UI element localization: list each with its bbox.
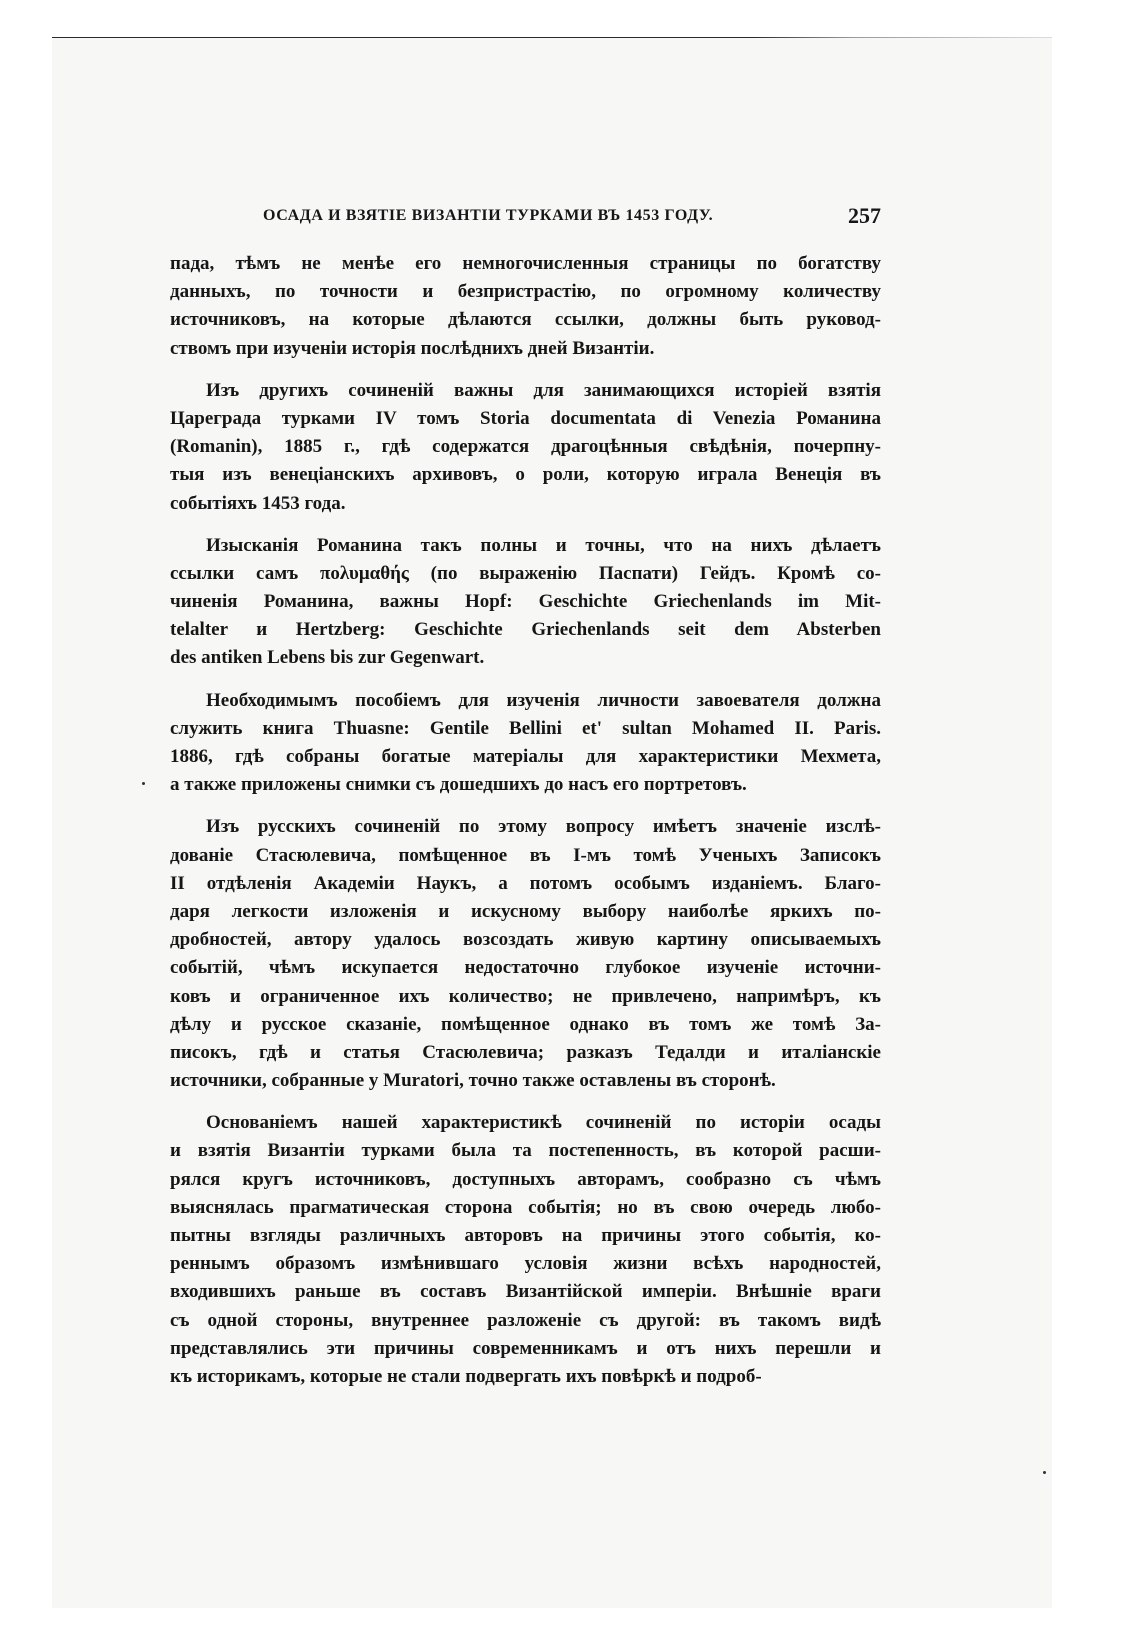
running-title: ОСАДА И ВЗЯТІЕ ВИЗАНТІИ ТУРКАМИ ВЪ 1453 ГОДУ. — [263, 207, 714, 224]
paragraph — [170, 377, 881, 518]
page-body — [170, 250, 881, 1405]
text-line: къ историкамъ, которые не стали подвергать ихъ повѣркѣ и подроб- — [170, 1365, 762, 1387]
text-line: служить книга Thuasne: Gentile Bellini et' sultan Mohamed II. Paris. — [170, 717, 881, 739]
text-line: и взятія Византіи турками была та постепенность, въ которой расши- — [170, 1140, 881, 1162]
text-line: даря легкости изложенія и искусному выбору наиболѣе яркихъ по- — [170, 900, 881, 922]
text-line: (Romanin), 1885 г., гдѣ содержатся драгоцѣнныя свѣдѣнія, почерпну- — [170, 436, 881, 458]
text-line: данныхъ, по точности и безпристрастію, по огромному количеству — [170, 281, 881, 303]
paragraph — [170, 813, 881, 1095]
text-line: входившихъ раньше въ составъ Византійской имперіи. Внѣшніе враги — [170, 1281, 881, 1303]
text-line: des antiken Lebens bis zur Gegenwart. — [170, 647, 485, 669]
text-line: дробностей, автору удалось возсоздать живую картину описываемыхъ — [170, 929, 881, 951]
paragraph — [170, 532, 881, 673]
text-line: событіяхъ 1453 года. — [170, 492, 346, 514]
scan-speck — [142, 782, 145, 785]
paragraph — [170, 687, 881, 800]
text-line: пада, тѣмъ не менѣе его немногочисленныя страницы по богатству — [170, 253, 881, 274]
text-line: пытны взгляды различныхъ авторовъ на причины этого событія, ко- — [170, 1225, 881, 1246]
text-line: тыя изъ венеціанскихъ архивовъ, о роли, которую играла Венеція въ — [170, 464, 881, 486]
text-line: а также приложены снимки съ дошедшихъ до насъ его портретовъ. — [170, 774, 747, 796]
text-line: telalter и Hertzberg: Geschichte Griechenlands seit dem Absterben — [170, 619, 881, 641]
text-line: Изъ другихъ сочиненій важны для занимающихся исторіей взятія — [206, 379, 881, 401]
text-line: чиненія Романина, важны Hopf: Geschichte Griechenlands im Mit- — [170, 591, 881, 613]
text-line: источники, собранные у Muratori, точно также оставлены въ сторонѣ. — [170, 1070, 776, 1092]
text-line: Изысканія Романина такъ полны и точны, что на нихъ дѣлаетъ — [206, 534, 881, 556]
page-number: 257 — [848, 203, 881, 228]
text-line: представлялись эти причины современникамъ и отъ нихъ перешли и — [170, 1337, 881, 1359]
text-line: выяснялась прагматическая сторона событія; но въ свою очередь любо- — [170, 1196, 881, 1218]
text-line: писокъ, гдѣ и статья Стасюлевича; разказъ Тедалди и италіанскіе — [170, 1041, 881, 1063]
text-line: рялся кругъ источниковъ, доступныхъ авторамъ, сообразно съ чѣмъ — [170, 1168, 881, 1190]
text-line: дованіе Стасюлевича, помѣщенное въ I-мъ томѣ Ученыхъ Записокъ — [170, 844, 881, 866]
scan-speck — [1043, 1471, 1046, 1474]
text-line: 1886, гдѣ собраны богатые матеріалы для характеристики Мехмета, — [170, 746, 881, 767]
text-line: ковъ и ограниченное ихъ количество; не привлечено, напримѣръ, къ — [170, 985, 881, 1007]
text-line: Необходимымъ пособіемъ для изученія личности завоевателя должна — [206, 689, 881, 711]
text-line: Изъ русскихъ сочиненій по этому вопросу имѣетъ значеніе изслѣ- — [206, 816, 881, 838]
text-line: источниковъ, на которые дѣлаются ссылки, должны быть руковод- — [170, 309, 881, 331]
text-line: дѣлу и русское сказаніе, помѣщенное однако въ томъ же томѣ За- — [170, 1013, 881, 1035]
paragraph — [170, 1109, 881, 1391]
text-line: II отдѣленія Академіи Наукъ, а потомъ особымъ изданіемъ. Благо- — [170, 872, 881, 894]
text-line: событій, чѣмъ искупается недостаточно глубокое изученіе источни- — [170, 957, 881, 979]
text-line: реннымъ образомъ измѣнившаго условія жизни всѣхъ народностей, — [170, 1253, 881, 1275]
text-line: ствомъ при изученіи исторія послѣднихъ дней Византіи. — [170, 337, 655, 359]
text-line: ссылки самъ πολυμαθής (по выраженію Паспати) Гейдъ. Кромѣ со- — [170, 562, 881, 584]
paragraph — [170, 250, 881, 363]
text-line: съ одной стороны, внутреннее разложеніе съ другой: въ такомъ видѣ — [170, 1309, 881, 1331]
text-line: Основаніемъ нашей характеристикѣ сочиненій по исторіи осады — [206, 1112, 881, 1134]
text-line: Цареграда турками IV томъ Storia documentata di Venezia Романина — [170, 407, 881, 429]
page-header — [263, 203, 881, 233]
